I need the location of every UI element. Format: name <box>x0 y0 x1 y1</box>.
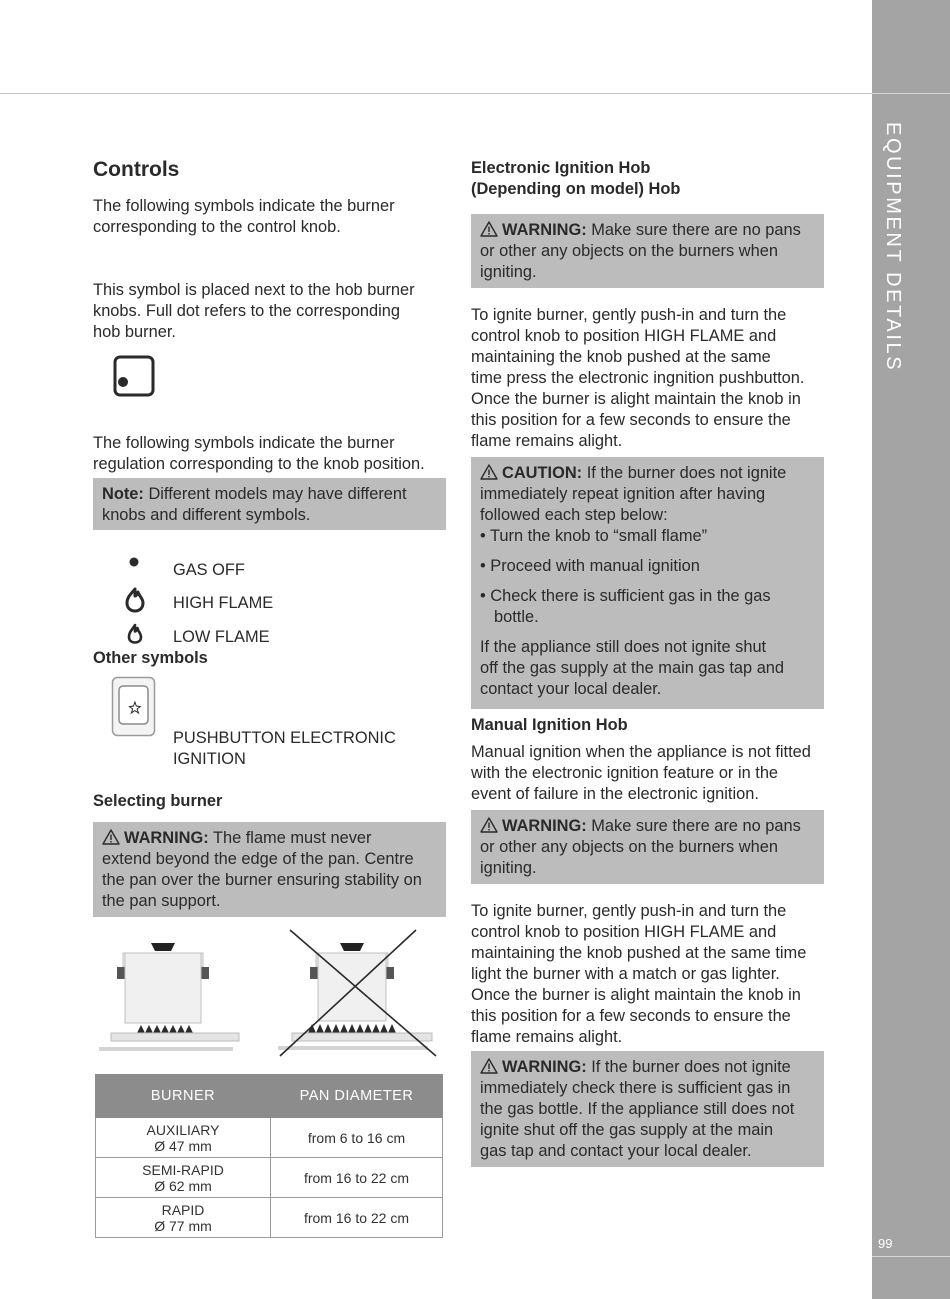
regulation-paragraph: The following symbols indicate the burner regulation corresponding to the knob position. <box>93 434 425 473</box>
warning-icon <box>480 817 498 833</box>
warning-box: WARNING: The flame must never extend beyond the edge of the pan. Centre the pan over the burner ensuring stability on the pan support. <box>93 822 446 917</box>
small-flame-icon <box>123 621 147 647</box>
electronic-ignition-heading: Electronic Ignition Hob (Depending on model) Hob <box>471 159 681 198</box>
warning-box: WARNING: If the burner does not ignite immediately check there is sufficient gas in the gas bottle. If the appliance still does not ignite shut off the gas supply at the main gas tap and contact your local dealer. <box>471 1051 824 1167</box>
pan-diameter-cell: from 6 to 16 cm <box>271 1118 443 1158</box>
section-title: EQUIPMENT DETAILS <box>882 122 904 373</box>
table-header: PAN DIAMETER <box>271 1075 443 1118</box>
warning-icon <box>102 829 120 845</box>
intro-paragraph: The following symbols indicate the burner corresponding to the control knob. <box>93 197 395 236</box>
page-number: 99 <box>878 1236 893 1251</box>
warning-icon <box>480 464 498 480</box>
burner-pan-table <box>95 1074 443 1238</box>
dot-icon <box>123 554 147 580</box>
warning-box: WARNING: Make sure there are no pans or other any objects on the burners when igniting. <box>471 214 824 288</box>
symbol-paragraph: This symbol is placed next to the hob burner knobs. Full dot refers to the corresponding hob burner. <box>93 281 415 341</box>
table-row <box>96 1198 443 1238</box>
manual-ignition-paragraph: Manual ignition when the appliance is not fitted with the electronic ignition feature or in the event of failure in the electronic ignition. <box>471 743 811 803</box>
symbol-low-flame: LOW FLAME <box>93 621 393 653</box>
side-tab-divider <box>872 93 950 94</box>
burner-cell: AUXILIARY Ø 47 mm <box>96 1118 271 1158</box>
warning-icon <box>480 1058 498 1074</box>
table-header: BURNER <box>96 1075 271 1118</box>
electronic-ignition-paragraph: To ignite burner, gently push-in and turn the control knob to position HIGH FLAME and maintaining the knob pushed at the same time press the electronic ingnition pushbutton. Once the burner is alight maintain the knob in this position for a few seconds to ensure the flame remains alight. <box>471 306 805 450</box>
symbol-gas-off: GAS OFF <box>93 554 393 586</box>
manual-ignition-heading: Manual Ignition Hob <box>471 716 628 734</box>
pushbutton-ignition-icon <box>111 676 157 738</box>
symbol-high-flame: HIGH FLAME <box>93 587 393 619</box>
selecting-burner-heading: Selecting burner <box>93 792 223 810</box>
manual-ignition-steps: To ignite burner, gently push-in and turn the control knob to position HIGH FLAME and maintaining the knob pushed at the same time light the burner with a match or gas lighter. Once the burner is alight maintain the knob in this position for a few seconds to ensure the flame remains alight. <box>471 902 807 1046</box>
caution-bullet: • Turn the knob to “small flame” <box>480 527 708 545</box>
warning-box: WARNING: Make sure there are no pans or other any objects on the burners when igniting. <box>471 810 824 884</box>
other-symbols-heading: Other symbols <box>93 649 208 667</box>
table-row <box>96 1118 443 1158</box>
incorrect-pan-illustration <box>278 928 440 1058</box>
burner-cell: SEMI-RAPID Ø 62 mm <box>96 1158 271 1198</box>
burner-position-icon <box>113 355 157 399</box>
controls-heading: Controls <box>93 158 180 181</box>
correct-pan-illustration <box>99 935 247 1060</box>
table-row <box>96 1158 443 1198</box>
side-tab-divider <box>872 1256 950 1257</box>
caution-bullet: • Proceed with manual ignition <box>480 557 700 575</box>
pan-diameter-cell: from 16 to 22 cm <box>271 1198 443 1238</box>
warning-icon <box>480 221 498 237</box>
caution-bullet: • Check there is sufficient gas in the gas <box>480 587 771 605</box>
note-box: Note: Different models may have different knobs and different symbols. <box>93 478 446 530</box>
burner-cell: RAPID Ø 77 mm <box>96 1198 271 1238</box>
header-rule <box>0 93 872 94</box>
pushbutton-label: PUSHBUTTON ELECTRONIC IGNITION <box>173 729 396 768</box>
pan-diameter-cell: from 16 to 22 cm <box>271 1158 443 1198</box>
caution-box: CAUTION: If the burner does not ignite immediately repeat ignition after having followed each step below: • Turn the knob to “small flame” • Proceed with manual ignition • Check there is sufficient gas in the gas bottle. If the appliance still does not ignite shut off the gas supply at the main gas tap and contact your local dealer. <box>471 457 824 709</box>
large-flame-icon <box>123 587 147 613</box>
